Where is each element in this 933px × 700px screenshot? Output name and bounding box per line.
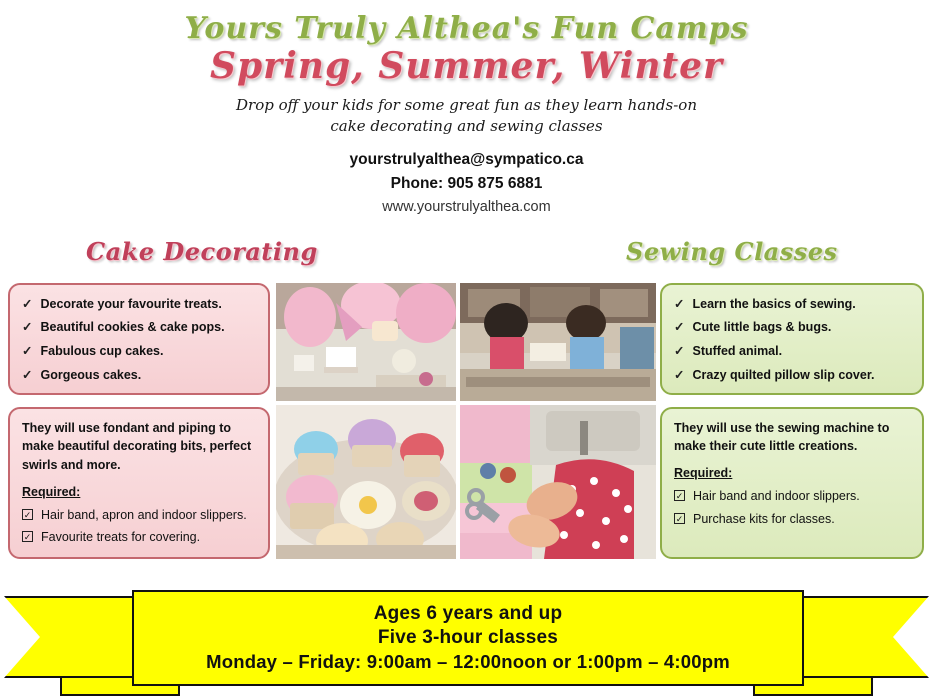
sewing-class-photo — [460, 283, 656, 401]
list-item — [22, 528, 256, 547]
list-item — [22, 506, 256, 525]
contact-email[interactable]: yourstrulyalthea@sympatico.ca — [349, 151, 584, 169]
checkbox-checked-icon: ✓ — [23, 532, 32, 543]
list-item — [674, 342, 910, 361]
ribbon-notch-left — [4, 596, 40, 678]
sewing-highlights-card — [660, 283, 924, 395]
check-icon: ✓ — [674, 344, 685, 359]
list-item-label: Learn the basics of sewing. — [692, 296, 856, 311]
list-item-label: Hair band and indoor slippers. — [693, 488, 860, 503]
list-item — [674, 295, 910, 314]
list-item-label: Favourite treats for covering. — [41, 530, 201, 545]
cake-required-list — [22, 506, 256, 548]
checkbox-checked-icon: ✓ — [23, 509, 32, 520]
sewing-description: They will use the sewing machine to make their cute little creations. — [674, 420, 890, 454]
list-item-label: Hair band, apron and indoor slippers. — [41, 507, 247, 522]
sewing-bullet-list — [674, 295, 910, 385]
flyer-header — [0, 0, 933, 219]
list-item — [674, 510, 910, 529]
list-item — [674, 487, 910, 506]
list-item — [22, 318, 256, 337]
cake-class-photo — [276, 283, 456, 401]
tagline-line-1: Drop off your kids for some great fun as they learn hands-on — [236, 95, 697, 114]
check-icon: ✓ — [22, 296, 33, 311]
list-item — [674, 318, 910, 337]
list-item-label: Decorate your favourite treats. — [40, 296, 222, 311]
list-item-label: Purchase kits for classes. — [693, 511, 835, 526]
banner-text-box — [132, 590, 804, 686]
info-banner — [0, 586, 933, 698]
contact-website[interactable]: www.yourstrulyalthea.com — [382, 199, 551, 216]
contact-phone: Phone: 905 875 6881 — [390, 175, 543, 193]
checkbox-checked-icon: ✓ — [675, 513, 684, 524]
sewing-machine-photo — [460, 405, 656, 559]
contact-block — [0, 148, 933, 219]
check-icon: ✓ — [22, 320, 33, 335]
sewing-details-card — [660, 407, 924, 559]
list-item — [22, 366, 256, 385]
list-item-label: Cute little bags & bugs. — [692, 320, 832, 335]
check-icon: ✓ — [674, 320, 685, 335]
ribbon-notch-right — [893, 596, 929, 678]
check-icon: ✓ — [22, 367, 33, 382]
list-item-label: Stuffed animal. — [692, 344, 783, 359]
cake-details-card — [8, 407, 270, 559]
page-subtitle: Spring, Summer, Winter — [209, 45, 724, 87]
content-grid — [0, 277, 933, 567]
cake-bullet-list — [22, 295, 256, 385]
cake-highlights-card — [8, 283, 270, 395]
list-item-label: Fabulous cup cakes. — [40, 344, 164, 359]
cupcakes-photo — [276, 405, 456, 559]
list-item-label: Crazy quilted pillow slip cover. — [692, 367, 875, 382]
check-icon: ✓ — [674, 367, 685, 382]
sewing-machine-photo-graphic — [460, 405, 656, 559]
cupcakes-photo-graphic — [276, 405, 456, 559]
section-headings — [0, 237, 933, 281]
banner-classes: Five 3-hour classes — [377, 627, 559, 648]
banner-ages: Ages 6 years and up — [373, 603, 563, 624]
sewing-class-photo-graphic — [460, 283, 656, 401]
cake-section-heading: Cake Decorating — [86, 236, 318, 266]
check-icon: ✓ — [22, 344, 33, 359]
list-item — [22, 295, 256, 314]
sewing-section-heading: Sewing Classes — [626, 236, 838, 266]
list-item — [22, 342, 256, 361]
list-item — [674, 366, 910, 385]
banner-schedule: Monday – Friday: 9:00am – 12:00noon or 1:00pm – 4:00pm — [206, 651, 730, 672]
sewing-required-list — [674, 487, 910, 529]
sewing-required-label: Required: — [674, 466, 733, 481]
cake-required-label: Required: — [22, 484, 81, 499]
cake-class-photo-graphic — [276, 283, 456, 401]
checkbox-checked-icon: ✓ — [675, 490, 684, 501]
list-item-label: Beautiful cookies & cake pops. — [40, 320, 225, 335]
tagline-line-2: cake decorating and sewing classes — [330, 117, 603, 136]
cake-description: They will use fondant and piping to make beautiful decorating bits, perfect swirls and more. — [22, 420, 252, 473]
page-title: Yours Truly Althea's Fun Camps — [184, 11, 749, 46]
check-icon: ✓ — [674, 296, 685, 311]
list-item-label: Gorgeous cakes. — [40, 367, 142, 382]
tagline — [0, 95, 933, 139]
